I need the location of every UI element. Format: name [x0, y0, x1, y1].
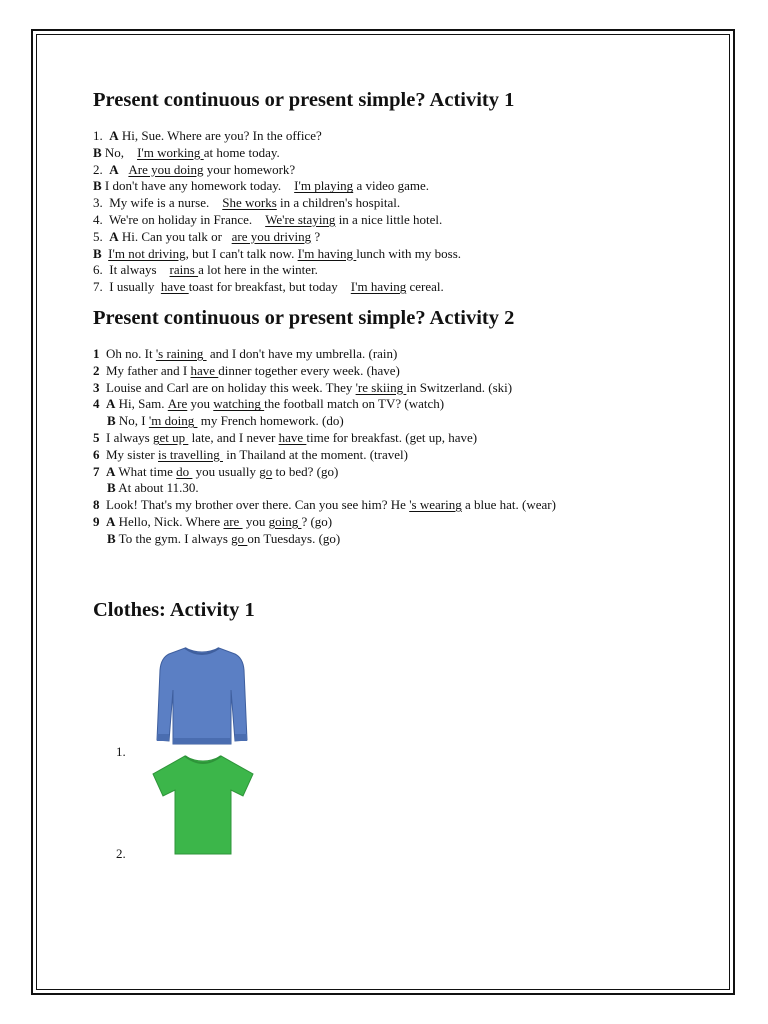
activity-1-title: Present continuous or present simple? Activity 1	[93, 89, 515, 111]
activity-1-line	[93, 178, 693, 195]
answer-text: I'm working	[137, 144, 204, 160]
activity-2-line	[93, 396, 693, 413]
activity-1-line	[93, 262, 693, 279]
activity-2-line	[93, 413, 693, 430]
answer-text: 's raining	[155, 345, 207, 361]
line-text: toast for breakfast, but today	[188, 279, 351, 295]
answer-text: 're skiing	[355, 379, 407, 395]
line-text: At about 11.30.	[115, 480, 199, 496]
activity-2-line	[93, 430, 693, 447]
line-text: cereal.	[406, 279, 444, 295]
activity-2-line	[93, 447, 693, 464]
speaker-label: 8	[93, 497, 100, 513]
line-text: 3. My wife is a nurse.	[93, 195, 223, 211]
clothes-item-number: 1.	[116, 743, 126, 759]
speaker-label: 3	[93, 379, 100, 395]
line-text: you usually	[192, 463, 260, 479]
line-text: Louise and Carl are on holiday this week. They	[99, 379, 356, 395]
line-text: Look! That's my brother over there. Can you see him? He	[99, 497, 410, 513]
answer-text: is travelling	[158, 446, 223, 462]
line-text: 4. We're on holiday in France.	[93, 211, 266, 227]
speaker-label: A	[109, 128, 119, 143]
answer-text: rains	[169, 262, 199, 278]
activity-2	[93, 304, 693, 548]
speaker-label: 2	[93, 362, 100, 378]
line-text: 1.	[93, 128, 110, 143]
answer-text: We're staying	[265, 211, 336, 227]
answer-text: go	[231, 530, 248, 546]
line-text: at home today.	[203, 144, 280, 160]
speaker-label: B	[107, 413, 116, 429]
speaker-label: A	[106, 396, 116, 412]
line-text: a lot here in the winter.	[198, 262, 318, 278]
line-text: time for breakfast. (get up, have)	[306, 429, 478, 445]
answer-text: do	[176, 463, 193, 479]
activity-1-lines	[93, 128, 693, 296]
line-text: in Switzerland. (ski)	[406, 379, 513, 395]
activity-1-line	[93, 212, 693, 229]
line-text: lunch with my boss.	[356, 245, 462, 261]
answer-text: I'm having	[297, 245, 357, 261]
activity-1-line	[93, 145, 693, 162]
speaker-label: B	[93, 245, 102, 261]
line-text: my French homework. (do)	[197, 413, 344, 429]
clothes-title: Clothes: Activity 1	[93, 598, 255, 621]
activity-2-line	[93, 480, 693, 497]
line-text: Hi. Can you talk or	[118, 228, 232, 244]
clothes-activity	[93, 596, 693, 884]
activity-2-title: Present continuous or present simple? Activity 2	[93, 306, 515, 329]
line-text: 5.	[93, 228, 110, 244]
line-text: you	[187, 396, 214, 412]
line-text: No,	[101, 144, 138, 160]
speaker-label: 4	[93, 396, 100, 412]
activity-1-line	[93, 195, 693, 212]
speaker-label: B	[107, 480, 116, 496]
answer-text: I'm playing	[294, 178, 354, 194]
line-text: Hi, Sam.	[115, 396, 168, 412]
speaker-label: 6	[93, 446, 100, 462]
speaker-label: A	[106, 463, 116, 479]
activity-2-line	[93, 346, 693, 363]
line-text: I don't have any homework today.	[101, 178, 295, 194]
speaker-label: 5	[93, 429, 100, 445]
activity-1-line	[93, 128, 693, 145]
line-text: the football match on TV? (watch)	[264, 396, 445, 412]
line-text: 6. It always	[93, 262, 170, 278]
line-text	[119, 162, 129, 179]
line-text: a video game.	[353, 178, 429, 194]
answer-text: have	[190, 362, 219, 378]
clothes-item-number: 2.	[116, 845, 126, 861]
answer-text: going	[268, 513, 302, 529]
line-text: dinner together every week. (have)	[218, 362, 400, 378]
speaker-label: 9	[93, 513, 100, 529]
speaker-label: 7	[93, 463, 100, 479]
activity-2-line	[93, 380, 693, 397]
line-text: What time	[115, 463, 177, 479]
speaker-label: A	[109, 228, 119, 244]
activity-2-line	[93, 497, 693, 514]
answer-text: She works	[222, 195, 277, 211]
activity-2-lines	[93, 346, 693, 548]
line-text: Oh no. It	[99, 345, 156, 361]
line-text: late, and I never	[188, 429, 279, 445]
line-text: ?	[311, 228, 321, 244]
activity-1-line	[93, 246, 693, 263]
line-text: Hello, Nick. Where	[115, 513, 224, 529]
speaker-label: A	[109, 161, 119, 177]
answer-text: watching	[213, 396, 265, 412]
activity-1-line	[93, 162, 693, 179]
speaker-label: 1	[93, 345, 100, 361]
answer-text: I'm having	[350, 279, 407, 295]
line-text: To the gym. I always	[115, 530, 232, 546]
line-text: on Tuesdays. (go)	[247, 530, 341, 546]
line-text: , but I can't talk now.	[185, 245, 298, 261]
answer-text: I'm not driving	[108, 245, 186, 261]
answer-text: have	[278, 429, 307, 445]
line-text: No, I	[115, 413, 149, 429]
activity-2-line	[93, 531, 693, 548]
speaker-label: B	[107, 530, 116, 546]
line-text: in a children's hospital.	[276, 195, 401, 211]
line-text: and I don't have my umbrella. (rain)	[206, 345, 398, 361]
line-text: My sister	[99, 446, 158, 462]
speaker-label: A	[106, 513, 116, 529]
clothes-items	[93, 624, 693, 884]
answer-text: are	[223, 513, 243, 529]
line-text: 7. I usually	[93, 279, 161, 295]
answer-text: Are you doing	[128, 161, 204, 177]
tshirt-icon	[149, 752, 257, 856]
speaker-label: B	[93, 178, 102, 194]
line-text: a blue hat. (wear)	[461, 497, 556, 513]
activity-1-line	[93, 279, 693, 296]
line-text: in Thailand at the moment. (travel)	[223, 446, 408, 462]
line-text: in a nice little hotel.	[335, 211, 443, 227]
answer-text: go	[259, 463, 273, 479]
activity-1	[93, 86, 693, 296]
sweater-icon	[155, 644, 249, 752]
answer-text: 'm doing	[148, 413, 198, 429]
speaker-label: B	[93, 144, 102, 160]
line-text: I always	[99, 429, 153, 445]
answer-text: get up	[152, 429, 189, 445]
worksheet	[93, 86, 693, 884]
line-text: to bed? (go)	[272, 463, 339, 479]
answer-text: are you driving	[231, 228, 312, 244]
line-text: your homework?	[203, 161, 296, 177]
line-text: My father and I	[99, 362, 191, 378]
answer-text: have	[160, 279, 189, 295]
line-text: ? (go)	[301, 513, 333, 529]
line-text: Hi, Sue. Where are you? In the office?	[118, 128, 322, 143]
line-text: you	[242, 513, 269, 529]
activity-2-line	[93, 363, 693, 380]
activity-2-line	[93, 514, 693, 531]
answer-text: Are	[167, 396, 188, 412]
activity-2-line	[93, 464, 693, 481]
answer-text: 's wearing	[409, 497, 462, 513]
activity-1-line	[93, 229, 693, 246]
line-text: 2.	[93, 161, 110, 177]
